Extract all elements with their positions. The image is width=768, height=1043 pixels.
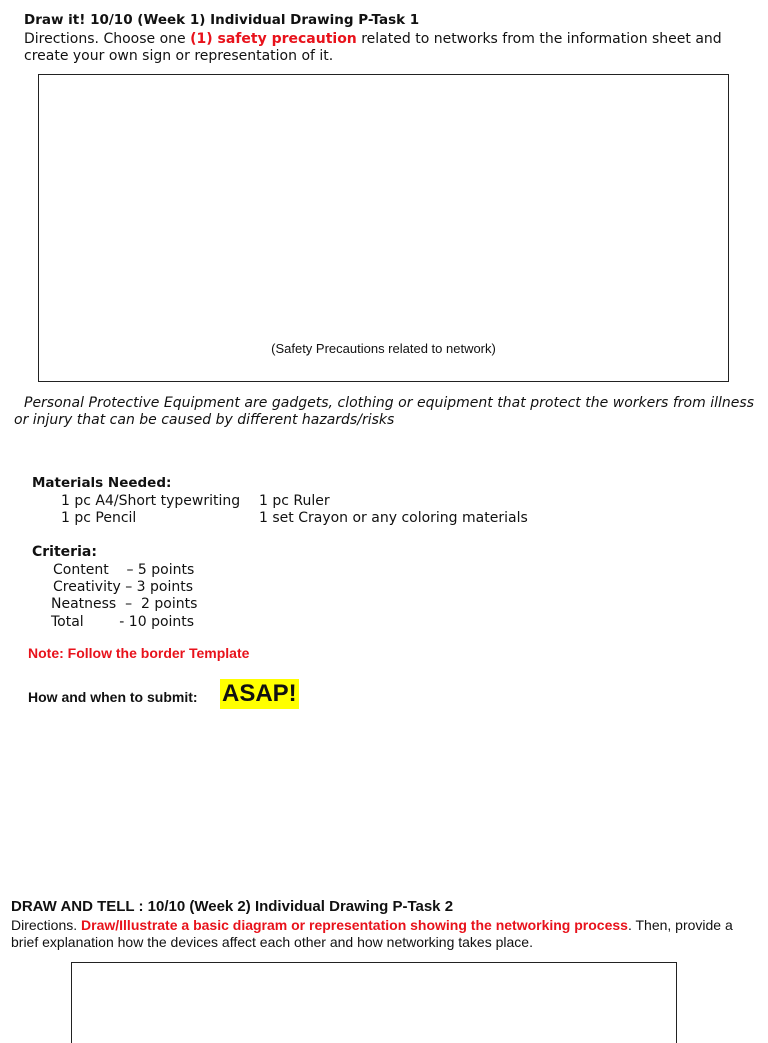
task1-drawing-box (38, 74, 729, 382)
material-item: 1 pc A4/Short typewriting (61, 493, 241, 509)
criteria-line: Neatness – 2 points (51, 596, 198, 612)
task1-directions-highlight: (1) safety precaution (190, 31, 357, 47)
submit-label: How and when to submit: (28, 689, 198, 705)
criteria-line: Total - 10 points (51, 614, 195, 630)
material-item: 1 pc Pencil (61, 510, 137, 526)
criteria-line: Creativity – 3 points (53, 579, 193, 595)
task2-title: DRAW AND TELL : 10/10 (Week 2) Individual Drawing P-Task 2 (11, 898, 454, 915)
materials-heading: Materials Needed: (32, 475, 172, 491)
task2-directions-prefix: Directions. (11, 917, 82, 933)
ppe-paragraph: Personal Protective Equipment are gadgets, clothing or equipment that protect the workers from illness or injury that can be caused by different hazards/risks (14, 395, 754, 428)
task1-title: Draw it! 10/10 (Week 1) Individual Drawing P-Task 1 (24, 12, 420, 28)
submit-deadline: ASAP! (222, 680, 297, 707)
task2-directions-highlight: Draw/Illustrate a basic diagram or representation showing the networking process (81, 917, 628, 933)
task2-drawing-box (71, 962, 677, 1043)
task1-directions-suffix: related to networks from the information sheet and create your own sign or representation of it. (24, 31, 722, 64)
task2-directions-suffix: . Then, provide a brief explanation how the devices affect each other and how networking takes place. (11, 917, 733, 950)
criteria-line: Content – 5 points (53, 562, 195, 578)
material-item: 1 pc Ruler (259, 493, 330, 509)
note-text: Note: Follow the border Template (28, 645, 250, 661)
criteria-heading: Criteria: (32, 544, 97, 560)
task1-directions-prefix: Directions. Choose one (24, 31, 191, 47)
material-item: 1 set Crayon or any coloring materials (259, 510, 528, 526)
task1-box-caption: (Safety Precautions related to network) (271, 341, 496, 356)
task2-directions (11, 917, 756, 951)
task1-directions (24, 31, 754, 65)
